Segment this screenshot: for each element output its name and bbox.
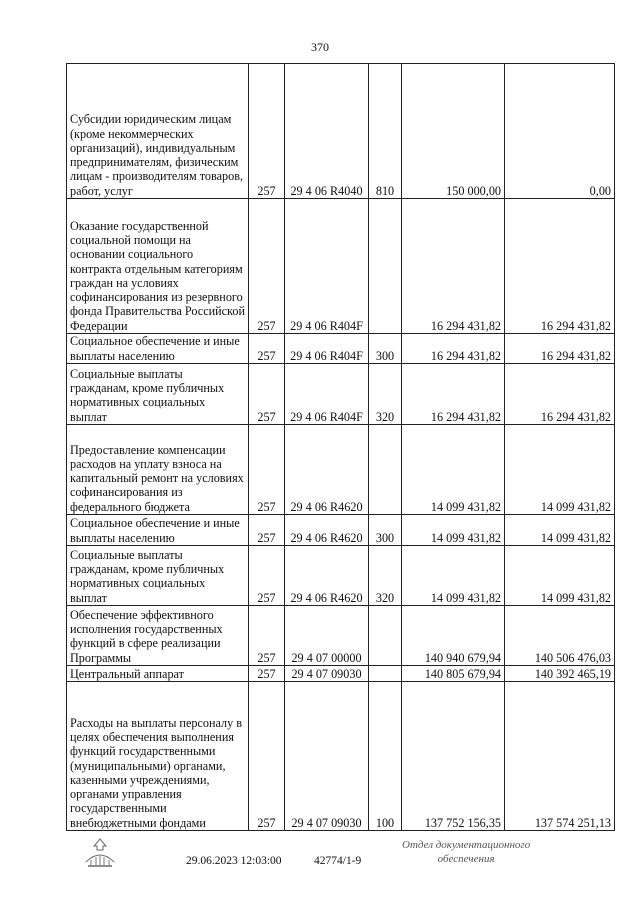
- row-sum-2024: 140 392 465,19: [505, 666, 615, 682]
- row-sum-2023: 16 294 431,82: [402, 334, 505, 364]
- table-row: [67, 364, 615, 425]
- row-csr: 29 4 06 R404F: [285, 334, 369, 364]
- row-ved: 257: [249, 64, 285, 199]
- row-name: Социальные выплаты гражданам, кроме публичных нормативных социальных выплат: [67, 546, 249, 606]
- table-row: [67, 199, 615, 334]
- table-row: [67, 666, 615, 682]
- row-vr: [369, 666, 402, 682]
- row-sum-2024: 14 099 431,82: [505, 546, 615, 606]
- row-vr: 100: [369, 682, 402, 831]
- row-name: Расходы на выплаты персоналу в целях обеспечения выполнения функций государственными (муниципальными) органами, казенными учреждениями, органами управления государственными внебюджетными фондами: [67, 682, 249, 831]
- row-vr: 810: [369, 64, 402, 199]
- row-ved: 257: [249, 546, 285, 606]
- table-row: [67, 546, 615, 606]
- budget-table: [66, 63, 615, 831]
- row-csr: 29 4 06 R4620: [285, 546, 369, 606]
- table-row: [67, 64, 615, 199]
- row-sum-2024: 14 099 431,82: [505, 425, 615, 515]
- row-sum-2023: 16 294 431,82: [402, 199, 505, 334]
- row-name: Социальное обеспечение и иные выплаты населению: [67, 334, 249, 364]
- emblem-logo: [82, 836, 118, 870]
- row-sum-2024: 14 099 431,82: [505, 515, 615, 546]
- row-csr: 29 4 06 R4620: [285, 515, 369, 546]
- department-stamp: [402, 838, 530, 866]
- document-number: 42774/1-9: [314, 855, 362, 867]
- stamp-line-1: Отдел документационного: [402, 839, 531, 851]
- row-vr: [369, 425, 402, 515]
- row-sum-2023: 16 294 431,82: [402, 364, 505, 425]
- row-csr: 29 4 07 00000: [285, 606, 369, 666]
- table-row: [67, 334, 615, 364]
- row-vr: 320: [369, 546, 402, 606]
- row-ved: 257: [249, 199, 285, 334]
- row-csr: 29 4 06 R4040: [285, 64, 369, 199]
- row-sum-2023: 14 099 431,82: [402, 515, 505, 546]
- row-ved: 257: [249, 682, 285, 831]
- row-sum-2024: 137 574 251,13: [505, 682, 615, 831]
- row-vr: 300: [369, 515, 402, 546]
- row-name: Предоставление компенсации расходов на уплату взноса на капитальный ремонт на условиях софинансирования из федерального бюджета: [67, 425, 249, 515]
- row-csr: 29 4 06 R4620: [285, 425, 369, 515]
- row-csr: 29 4 06 R404F: [285, 199, 369, 334]
- row-ved: 257: [249, 364, 285, 425]
- row-sum-2024: 16 294 431,82: [505, 199, 615, 334]
- row-name: Субсидии юридическим лицам (кроме некоммерческих организаций), индивидуальным предпринимателям, физическим лицам - производителям товаров, работ, услуг: [67, 64, 249, 199]
- row-sum-2024: 16 294 431,82: [505, 364, 615, 425]
- row-sum-2023: 14 099 431,82: [402, 425, 505, 515]
- table-row: [67, 515, 615, 546]
- row-vr: [369, 606, 402, 666]
- row-sum-2023: 140 940 679,94: [402, 606, 505, 666]
- row-ved: 257: [249, 606, 285, 666]
- row-csr: 29 4 07 09030: [285, 666, 369, 682]
- row-csr: 29 4 07 09030: [285, 682, 369, 831]
- row-ved: 257: [249, 425, 285, 515]
- row-sum-2023: 140 805 679,94: [402, 666, 505, 682]
- row-sum-2023: 14 099 431,82: [402, 546, 505, 606]
- table-row: [67, 606, 615, 666]
- row-vr: 320: [369, 364, 402, 425]
- row-sum-2024: 0,00: [505, 64, 615, 199]
- row-vr: [369, 199, 402, 334]
- row-name: Социальные выплаты гражданам, кроме публичных нормативных социальных выплат: [67, 364, 249, 425]
- row-ved: 257: [249, 515, 285, 546]
- row-name: Оказание государственной социальной помощи на основании социального контракта отдельным категориям граждан на условиях софинансирования из резервного фонда Правительства Российской Федерации: [67, 199, 249, 334]
- table-row: [67, 425, 615, 515]
- row-vr: 300: [369, 334, 402, 364]
- row-name: Социальное обеспечение и иные выплаты населению: [67, 515, 249, 546]
- row-csr: 29 4 06 R404F: [285, 364, 369, 425]
- page-number: 370: [311, 40, 329, 54]
- row-sum-2023: 150 000,00: [402, 64, 505, 199]
- row-name: Обеспечение эффективного исполнения государственных функций в сфере реализации Программы: [67, 606, 249, 666]
- row-ved: 257: [249, 334, 285, 364]
- table-row: [67, 682, 615, 831]
- row-sum-2024: 140 506 476,03: [505, 606, 615, 666]
- stamp-line-2: обеспечения: [437, 853, 495, 865]
- row-sum-2024: 16 294 431,82: [505, 334, 615, 364]
- row-sum-2023: 137 752 156,35: [402, 682, 505, 831]
- row-ved: 257: [249, 666, 285, 682]
- row-name: Центральный аппарат: [67, 666, 249, 682]
- print-timestamp: 29.06.2023 12:03:00: [186, 855, 282, 867]
